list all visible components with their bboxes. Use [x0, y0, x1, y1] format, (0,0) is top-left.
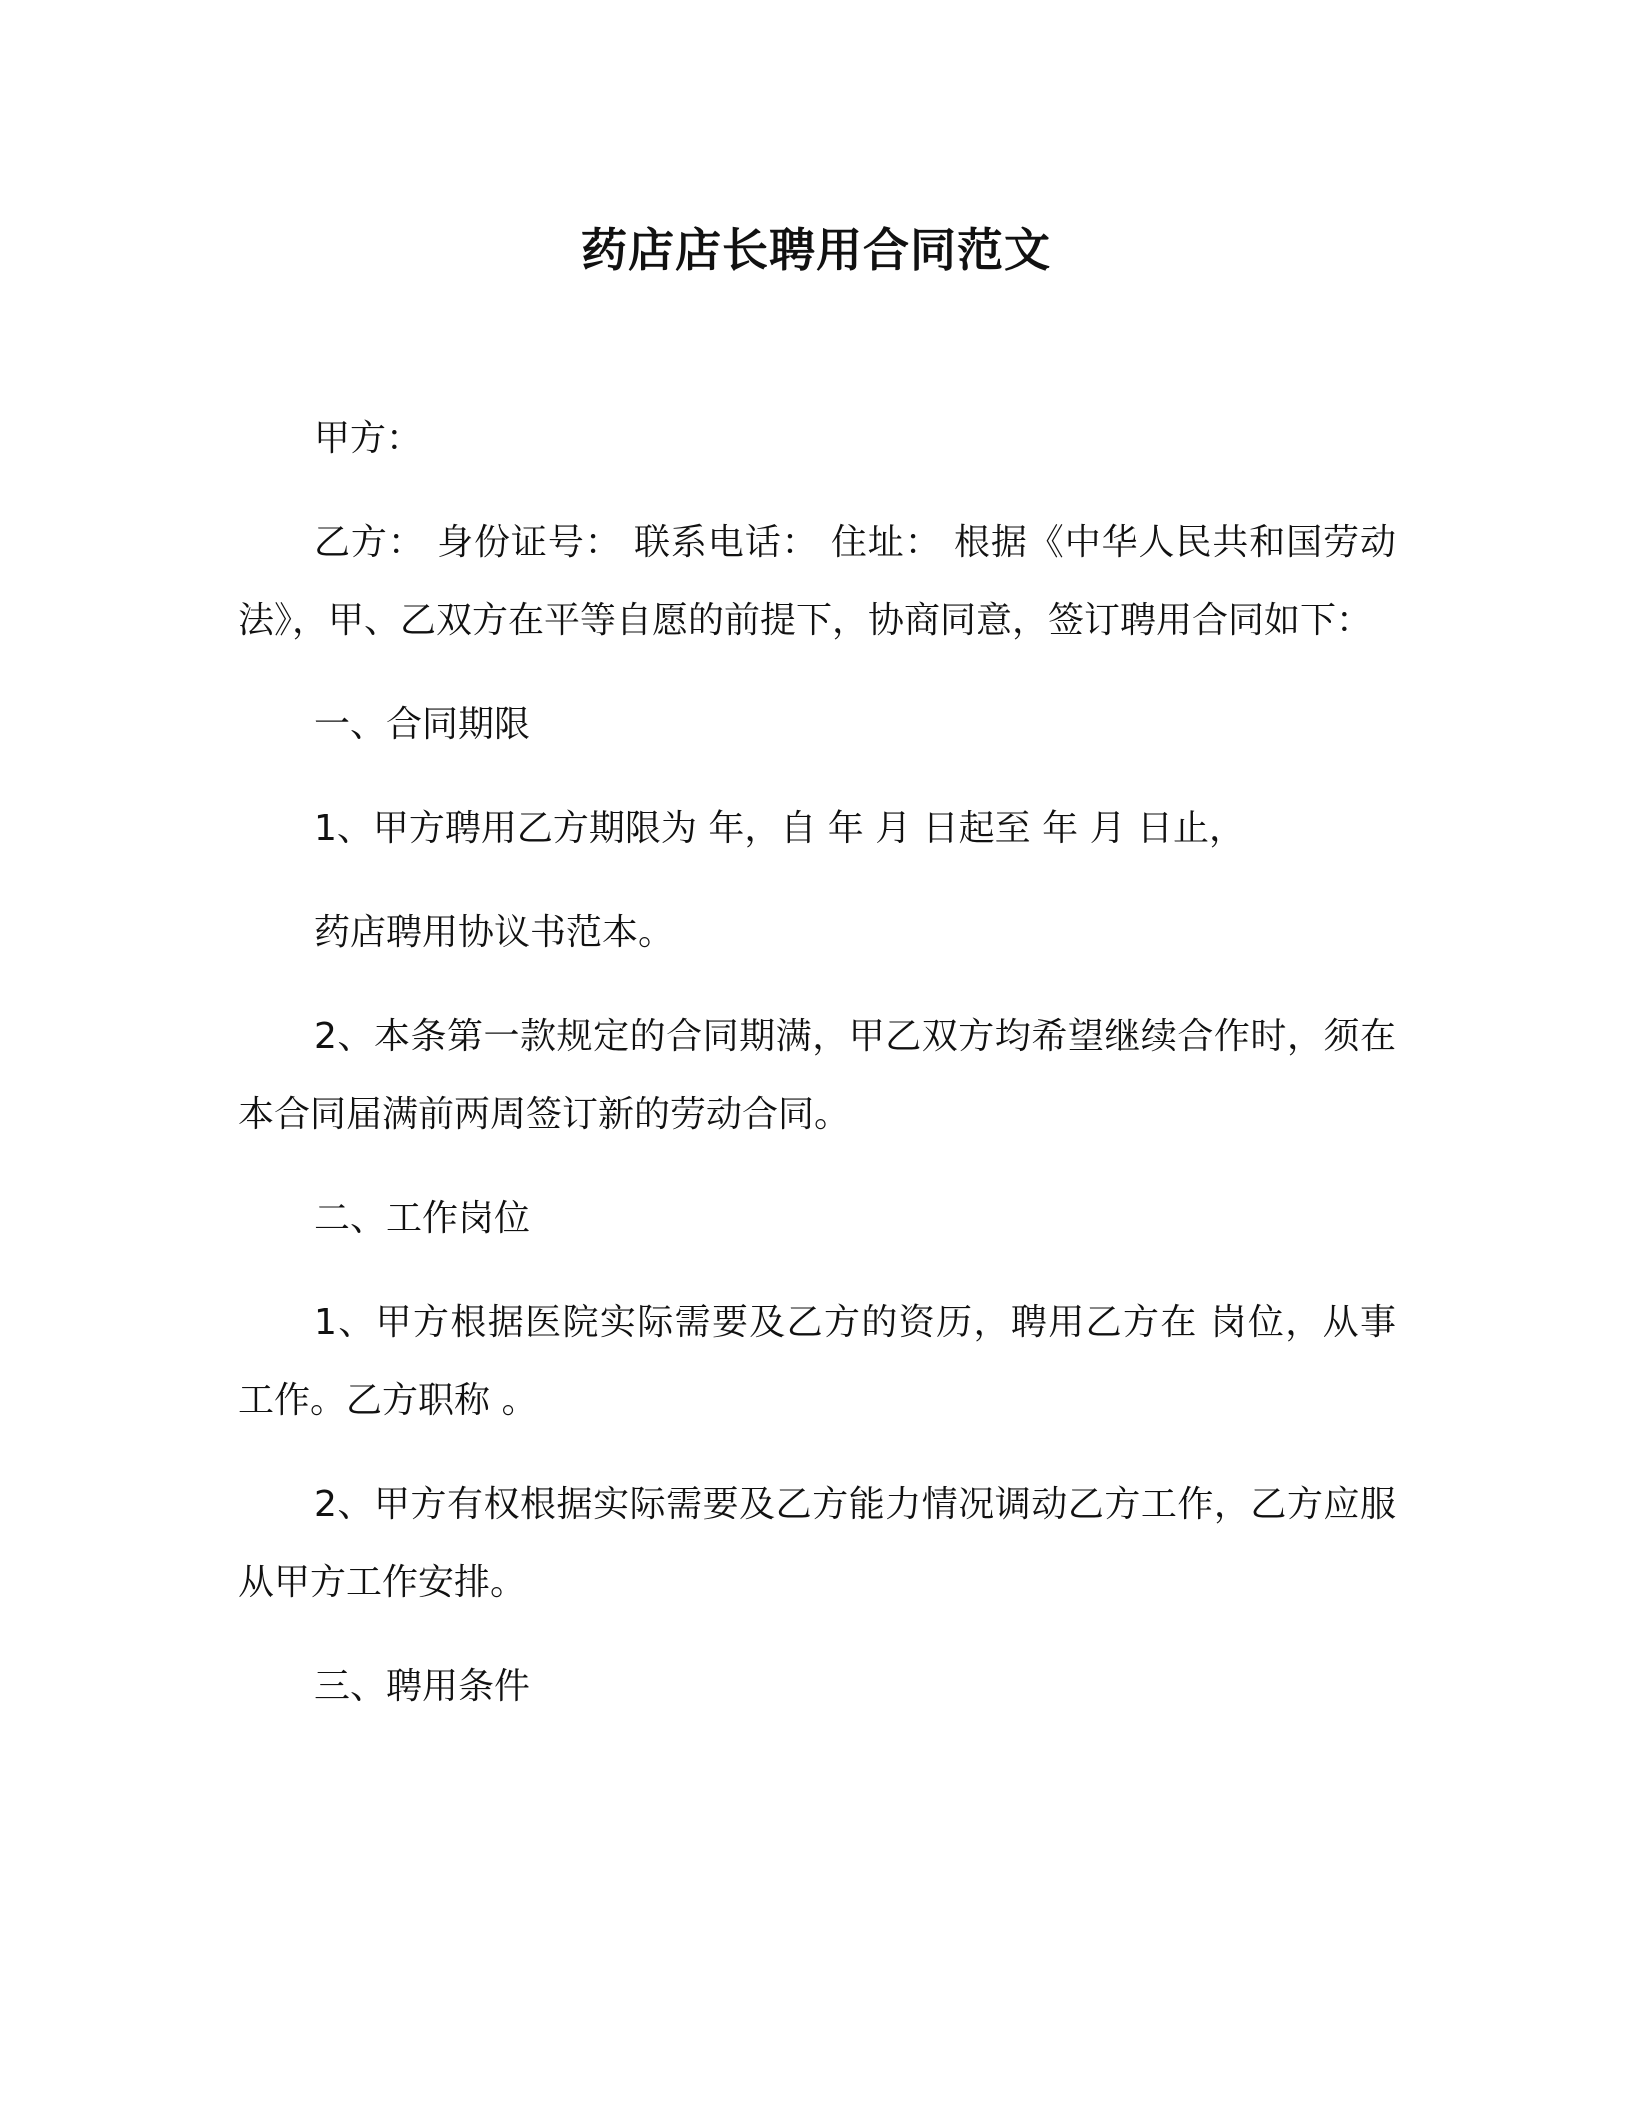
clause-position-1: 1、甲方根据医院实际需要及乙方的资历，聘用乙方在 岗位，从事 工作。乙方职称 。	[238, 1302, 1396, 1421]
section-heading-conditions: 三、聘用条件	[314, 1666, 531, 1707]
clause-sample-note: 药店聘用协议书范本。	[314, 912, 675, 953]
document-body	[238, 400, 1396, 1752]
document-title: 药店店长聘用合同范文	[581, 223, 1051, 277]
clause-term-1: 1、甲方聘用乙方期限为 年，自 年 月 日起至 年 月 日止，	[314, 808, 1246, 849]
clause-term-2: 2、本条第一款规定的合同期满，甲乙双方均希望继续合作时，须在本合同届满前两周签订新的劳动合同。	[238, 1016, 1396, 1135]
clause-position-2: 2、甲方有权根据实际需要及乙方能力情况调动乙方工作，乙方应服从甲方工作安排。	[238, 1484, 1396, 1603]
section-heading-position: 二、工作岗位	[314, 1198, 531, 1239]
party-a-line: 甲方：	[314, 418, 423, 459]
section-heading-term: 一、合同期限	[314, 704, 531, 745]
party-b-paragraph: 乙方： 身份证号： 联系电话： 住址： 根据《中华人民共和国劳动法》，甲、乙双方在平等自愿的前提下，协商同意，签订聘用合同如下：	[238, 522, 1396, 641]
